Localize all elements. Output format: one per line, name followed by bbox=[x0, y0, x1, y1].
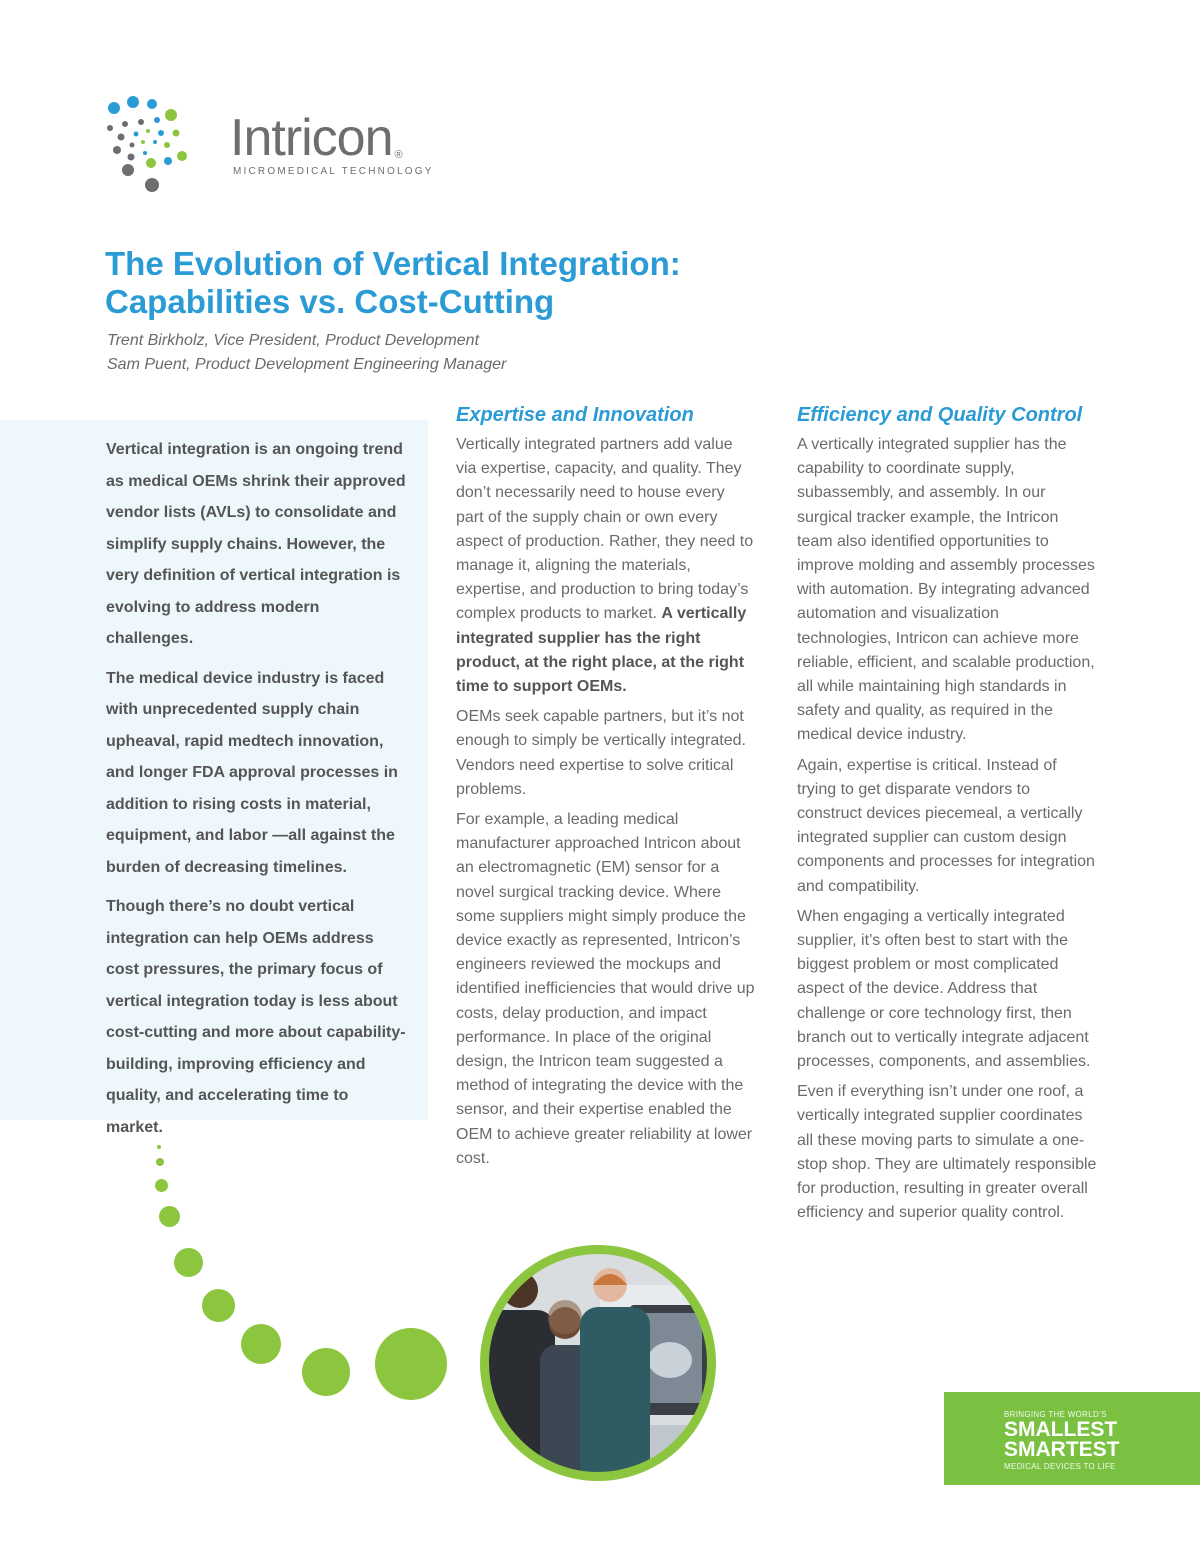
decor-dot bbox=[241, 1324, 281, 1364]
paragraph-bold-text: A vertically integrated supplier has the right product, at the right place, at the right time to support OEMs. bbox=[456, 605, 747, 696]
section-heading: Efficiency and Quality Control bbox=[797, 404, 1083, 426]
page-title bbox=[105, 245, 865, 321]
decor-dot bbox=[202, 1289, 235, 1322]
intro-paragraph: Vertical integration is an ongoing trend as medical OEMs shrink their approved vendor lists (AVLs) to consolidate and simplify supply chains. However, the very definition of vertical integration is evolving to address modern challenges. bbox=[106, 441, 406, 647]
logo-tagline: MICROMEDICAL TECHNOLOGY bbox=[233, 166, 434, 177]
logo-wordmark bbox=[230, 109, 402, 167]
paragraph: OEMs seek capable partners, but it’s not enough to simply be vertically integrated. Vendors need expertise to solve critical problems. bbox=[456, 708, 746, 798]
intricon-logo-mark bbox=[103, 95, 203, 195]
badge-top-text: BRINGING THE WORLD’S bbox=[1004, 1410, 1107, 1419]
column-efficiency bbox=[797, 403, 1097, 1232]
paragraph: For example, a leading medical manufacturer approached Intricon about an electromagnetic (EM) sensor for a novel surgical tracking device. Where some suppliers might simply produce the device exactly as represented, Intricon’s engineers reviewed the mockups and identified inefficiencies that would drive up costs, delay production, and impact performance. In place of the original design, the Intricon team suggested a method of integrating the device with the sensor, and their expertise enabled the OEM to achieve greater reliability at lower cost. bbox=[456, 811, 755, 1167]
decor-dot bbox=[155, 1179, 168, 1192]
badge-line-1: SMALLEST bbox=[1004, 1418, 1118, 1441]
author-2: Sam Puent, Product Development Engineering Manager bbox=[107, 356, 507, 373]
tagline-badge bbox=[944, 1392, 1200, 1485]
paragraph: When engaging a vertically integrated supplier, it’s often best to start with the biggest problem or most complicated aspect of the device. Address that challenge or core technology first, then branch out to vertically integrate adjacent processes, components, and assemblies. bbox=[797, 907, 1091, 1071]
decor-dot bbox=[159, 1206, 180, 1227]
intro-paragraph: Though there’s no doubt vertical integration can help OEMs address cost pressures, the primary focus of vertical integration today is less about cost-cutting and more about capability-building, improving efficiency and quality, and accelerating time to market. bbox=[106, 898, 406, 1136]
paragraph-text: Vertically integrated partners add value via expertise, capacity, and quality. They don’t necessarily need to house every part of the supply chain or own every aspect of production. Rather, they need to manage it, aligning the materials, expertise, and production to bring today’s complex products to market. bbox=[456, 436, 754, 623]
engineers-photo bbox=[480, 1245, 716, 1481]
logo-registered-mark: ® bbox=[394, 149, 402, 161]
decor-dot bbox=[156, 1158, 164, 1166]
section-heading: Expertise and Innovation bbox=[456, 404, 694, 426]
decor-dot bbox=[174, 1248, 203, 1277]
column-expertise bbox=[456, 403, 756, 1177]
intro-paragraph: The medical device industry is faced with unprecedented supply chain upheaval, rapid medtech innovation, and longer FDA approval processes in addition to rising costs in material, equipment, and labor —all against the burden of decreasing timelines. bbox=[106, 669, 398, 876]
paragraph: Again, expertise is critical. Instead of trying to get disparate vendors to construct devices piecemeal, a vertically integrated supplier can custom design components and processes for integration and compatibility. bbox=[797, 756, 1095, 895]
logo-name: Intricon bbox=[230, 109, 393, 167]
paragraph: A vertically integrated supplier has the capability to coordinate supply, subassembly, and assembly. In our surgical tracker example, the Intricon team also identified opportunities to improve molding and assembly processes with automation. By integrating advanced automation and visualization technologies, Intricon can achieve more reliable, efficient, and scalable production, all while maintaining high standards in safety and quality, as required in the medical device industry. bbox=[797, 436, 1095, 744]
decor-dot bbox=[157, 1145, 161, 1149]
badge-line-2: SMARTEST bbox=[1004, 1438, 1120, 1461]
paragraph: Even if everything isn’t under one roof, a vertically integrated supplier coordinates all these moving parts to simulate a one-stop shop. They are ultimately responsible for production, resulting in greater overall efficiency and superior quality control. bbox=[797, 1083, 1097, 1222]
author-1: Trent Birkholz, Vice President, Product Development bbox=[107, 332, 480, 349]
decor-dot bbox=[375, 1328, 447, 1400]
decor-dot bbox=[302, 1348, 350, 1396]
intro-text bbox=[106, 434, 406, 1151]
paragraph bbox=[456, 433, 756, 699]
title-line-1: The Evolution of Vertical Integration: bbox=[105, 245, 681, 282]
title-line-2: Capabilities vs. Cost-Cutting bbox=[105, 283, 555, 320]
badge-bottom-text: MEDICAL DEVICES TO LIFE bbox=[1004, 1462, 1116, 1471]
